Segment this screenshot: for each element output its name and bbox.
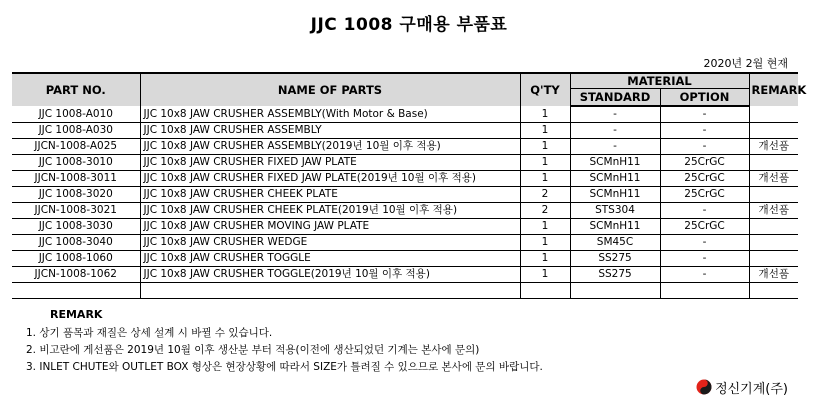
table-row — [12, 139, 798, 155]
cell-qty: 1 — [520, 251, 570, 267]
table-row — [12, 235, 798, 251]
cell-qty: 2 — [520, 187, 570, 203]
cell-qty: 1 — [520, 219, 570, 235]
cell-remark: 개선품 — [749, 203, 798, 219]
cell-part-no: JJCN-1008-3011 — [12, 171, 140, 187]
header-part-no: PART NO. — [12, 73, 140, 106]
table-row-empty — [12, 283, 798, 299]
cell-empty — [140, 283, 520, 299]
cell-standard: - — [570, 123, 660, 139]
cell-option: 25CrGC — [660, 155, 749, 171]
cell-remark — [749, 251, 798, 267]
header-remark: REMARK — [749, 73, 798, 106]
parts-table — [12, 72, 807, 299]
cell-qty: 1 — [520, 123, 570, 139]
cell-name: JJC 10x8 JAW CRUSHER ASSEMBLY(2019년 10월 이후 적용) — [140, 139, 520, 155]
header-standard: STANDARD — [570, 89, 660, 107]
cell-option: - — [660, 267, 749, 283]
table-row — [12, 171, 798, 187]
cell-option: - — [660, 251, 749, 267]
cell-name: JJC 10x8 JAW CRUSHER ASSEMBLY — [140, 123, 520, 139]
company-logo-icon — [696, 379, 712, 395]
cell-standard: SCMnH11 — [570, 219, 660, 235]
cell-part-no: JJC 1008-3010 — [12, 155, 140, 171]
cell-qty: 1 — [520, 267, 570, 283]
header-name: NAME OF PARTS — [140, 73, 520, 106]
cell-qty: 1 — [520, 106, 570, 123]
cell-empty — [570, 283, 660, 299]
as-of-date: 2020년 2월 현재 — [703, 57, 788, 70]
header-qty: Q'TY — [520, 73, 570, 106]
table-row — [12, 251, 798, 267]
cell-standard: SCMnH11 — [570, 155, 660, 171]
cell-standard: - — [570, 139, 660, 155]
table-row — [12, 106, 798, 123]
document-title: JJC 1008 구매용 부품표 — [310, 15, 508, 35]
cell-option: - — [660, 123, 749, 139]
table-row — [12, 187, 798, 203]
cell-standard: STS304 — [570, 203, 660, 219]
company-name: 정신기계(주) — [715, 381, 788, 397]
cell-standard: - — [570, 106, 660, 123]
cell-option: - — [660, 203, 749, 219]
cell-standard: SM45C — [570, 235, 660, 251]
table-row — [12, 155, 798, 171]
cell-part-no: JJCN-1008-3021 — [12, 203, 140, 219]
header-option: OPTION — [660, 89, 749, 107]
cell-remark: 개선품 — [749, 139, 798, 155]
cell-standard: SCMnH11 — [570, 187, 660, 203]
cell-part-no: JJC 1008-1060 — [12, 251, 140, 267]
cell-empty — [12, 283, 140, 299]
cell-empty — [660, 283, 749, 299]
remark-heading: REMARK — [50, 308, 103, 321]
cell-remark: 개선품 — [749, 171, 798, 187]
cell-remark — [749, 187, 798, 203]
cell-standard: SS275 — [570, 267, 660, 283]
header-material: MATERIAL — [570, 73, 749, 89]
table-row — [12, 267, 798, 283]
cell-remark: 개선품 — [749, 267, 798, 283]
cell-name: JJC 10x8 JAW CRUSHER WEDGE — [140, 235, 520, 251]
cell-part-no: JJC 1008-3040 — [12, 235, 140, 251]
cell-remark — [749, 219, 798, 235]
cell-part-no: JJC 1008-A010 — [12, 106, 140, 123]
cell-empty — [520, 283, 570, 299]
cell-qty: 1 — [520, 235, 570, 251]
cell-name: JJC 10x8 JAW CRUSHER ASSEMBLY(With Motor & Base) — [140, 106, 520, 123]
cell-option: - — [660, 106, 749, 123]
cell-qty: 1 — [520, 171, 570, 187]
cell-part-no: JJC 1008-A030 — [12, 123, 140, 139]
cell-name: JJC 10x8 JAW CRUSHER MOVING JAW PLATE — [140, 219, 520, 235]
cell-option: 25CrGC — [660, 219, 749, 235]
company-signature — [696, 378, 788, 396]
cell-option: - — [660, 139, 749, 155]
cell-name: JJC 10x8 JAW CRUSHER CHEEK PLATE — [140, 187, 520, 203]
cell-remark — [749, 106, 798, 123]
cell-option: 25CrGC — [660, 187, 749, 203]
cell-option: - — [660, 235, 749, 251]
remark-note: 2. 비고란에 게선품은 2019년 10월 이후 생산분 부터 적용(이전에 생산되었던 기계는 본사에 문의) — [26, 344, 480, 356]
cell-name: JJC 10x8 JAW CRUSHER TOGGLE — [140, 251, 520, 267]
cell-empty — [749, 283, 798, 299]
cell-name: JJC 10x8 JAW CRUSHER FIXED JAW PLATE(2019년 10월 이후 적용) — [140, 171, 520, 187]
cell-standard: SCMnH11 — [570, 171, 660, 187]
cell-part-no: JJC 1008-3020 — [12, 187, 140, 203]
remark-note: 1. 상기 품목과 재질은 상세 설계 시 바뀔 수 있습니다. — [26, 327, 273, 339]
cell-option: 25CrGC — [660, 171, 749, 187]
cell-remark — [749, 155, 798, 171]
cell-part-no: JJCN-1008-A025 — [12, 139, 140, 155]
remark-note: 3. INLET CHUTE와 OUTLET BOX 형상은 현장상황에 따라서 SIZE가 틀려질 수 있으므로 본사에 문의 바랍니다. — [26, 361, 543, 373]
cell-qty: 2 — [520, 203, 570, 219]
cell-name: JJC 10x8 JAW CRUSHER CHEEK PLATE(2019년 10월 이후 적용) — [140, 203, 520, 219]
cell-part-no: JJC 1008-3030 — [12, 219, 140, 235]
table-row — [12, 123, 798, 139]
cell-remark — [749, 123, 798, 139]
cell-part-no: JJCN-1008-1062 — [12, 267, 140, 283]
remark-notes — [26, 325, 543, 376]
cell-standard: SS275 — [570, 251, 660, 267]
cell-name: JJC 10x8 JAW CRUSHER FIXED JAW PLATE — [140, 155, 520, 171]
cell-qty: 1 — [520, 139, 570, 155]
cell-qty: 1 — [520, 155, 570, 171]
table-row — [12, 203, 798, 219]
cell-remark — [749, 235, 798, 251]
table-row — [12, 219, 798, 235]
cell-name: JJC 10x8 JAW CRUSHER TOGGLE(2019년 10월 이후 적용) — [140, 267, 520, 283]
